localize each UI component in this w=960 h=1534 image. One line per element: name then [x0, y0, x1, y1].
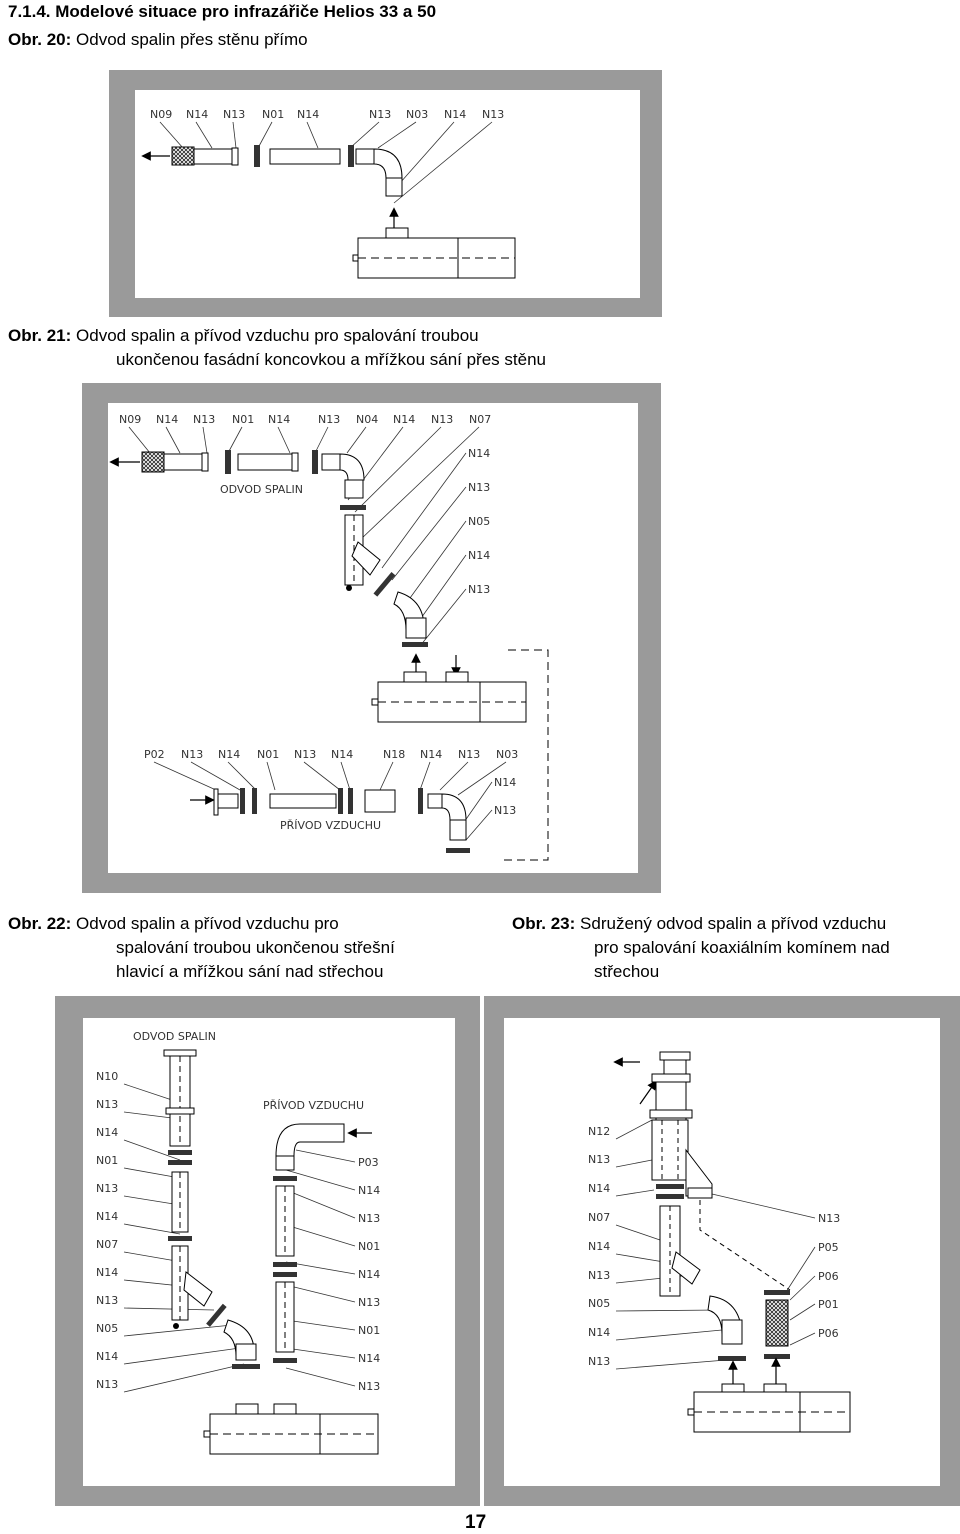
figure-23-drawing: [588, 1052, 850, 1432]
fig21-bottom-label: N13: [181, 748, 204, 761]
fig23-left-label: N14: [588, 1326, 611, 1339]
fig22-exhaust-label: ODVOD SPALIN: [133, 1030, 216, 1043]
fig21-exhaust-label: ODVOD SPALIN: [220, 483, 303, 496]
figure-22-caption-line1: Odvod spalin a přívod vzduchu pro: [76, 914, 339, 933]
figure-21-number: Obr. 21:: [8, 326, 72, 345]
fig23-left-label: N07: [588, 1211, 611, 1224]
figure-22-caption-line3: hlavicí a mřížkou sání nad střechou: [116, 962, 384, 981]
fig21-bottom-side-label: N14: [494, 776, 517, 789]
fig23-left-label: N14: [588, 1182, 611, 1195]
fig22-left-label: N13: [96, 1098, 119, 1111]
fig22-intake-label: PŘÍVOD VZDUCHU: [263, 1099, 365, 1112]
fig23-right-label: P01: [818, 1298, 839, 1311]
fig20-label: N01: [262, 108, 285, 121]
figure-23-caption-line2: pro spalování koaxiálním komínem nad: [594, 938, 890, 957]
figure-23-caption-line1: Sdružený odvod spalin a přívod vzduchu: [580, 914, 887, 933]
fig21-top-label: N13: [193, 413, 216, 426]
fig22-right-label: N01: [358, 1324, 381, 1337]
fig23-right-label: P05: [818, 1241, 839, 1254]
fig21-intake-label: PŘÍVOD VZDUCHU: [280, 819, 382, 832]
fig21-side-label: N13: [468, 481, 491, 494]
fig23-left-label: N14: [588, 1240, 611, 1253]
fig22-left-label: N05: [96, 1322, 119, 1335]
figure-23-caption-line3: střechou: [594, 962, 660, 981]
fig20-label: N14: [186, 108, 209, 121]
fig23-left-label: N13: [588, 1355, 611, 1368]
fig21-top-label: N01: [232, 413, 255, 426]
fig21-bottom-label: P02: [144, 748, 165, 761]
fig22-right-label: N14: [358, 1352, 381, 1365]
fig23-left-label: N12: [588, 1125, 611, 1138]
fig22-right-label: N14: [358, 1268, 381, 1281]
fig21-bottom-label: N13: [458, 748, 481, 761]
page-number: 17: [465, 1512, 487, 1533]
fig23-right-label: P06: [818, 1327, 839, 1340]
figure-22-drawing: [96, 1030, 380, 1454]
fig20-label: N13: [223, 108, 246, 121]
fig22-left-label: N10: [96, 1070, 119, 1083]
fig23-right-label: N13: [818, 1212, 841, 1225]
fig21-bottom-label: N03: [496, 748, 519, 761]
fig22-left-label: N14: [96, 1210, 119, 1223]
figure-21-caption-line2: ukončenou fasádní koncovkou a mřížkou sání přes stěnu: [116, 350, 546, 369]
figure-22-number: Obr. 22:: [8, 914, 72, 933]
fig21-top-label: N14: [268, 413, 291, 426]
fig21-bottom-label: N14: [420, 748, 443, 761]
figure-20-caption-text: Odvod spalin přes stěnu přímo: [76, 30, 308, 49]
section-heading: 7.1.4. Modelové situace pro infrazářiče Helios 33 a 50: [8, 2, 437, 21]
figure-20-number: Obr. 20:: [8, 30, 72, 49]
fig21-top-label: N14: [156, 413, 179, 426]
figure-20-drawing: [146, 108, 515, 278]
fig22-left-label: N14: [96, 1350, 119, 1363]
fig21-bottom-label: N14: [331, 748, 354, 761]
fig21-bottom-label: N01: [257, 748, 280, 761]
fig22-left-label: N13: [96, 1378, 119, 1391]
fig23-right-label: P06: [818, 1270, 839, 1283]
fig21-bottom-side-label: N13: [494, 804, 517, 817]
fig22-left-label: N14: [96, 1266, 119, 1279]
fig20-label: N13: [482, 108, 505, 121]
fig22-right-labels: [358, 1156, 380, 1393]
figure-21-drawing: [114, 413, 548, 860]
fig21-top-label: N09: [119, 413, 142, 426]
fig22-right-label: N13: [358, 1296, 381, 1309]
fig20-label: N14: [297, 108, 320, 121]
fig22-right-label: N14: [358, 1184, 381, 1197]
fig20-label: N13: [369, 108, 392, 121]
fig20-label: N03: [406, 108, 429, 121]
fig22-left-labels: [96, 1070, 118, 1391]
fig21-bottom-label: N18: [383, 748, 406, 761]
fig21-side-label: N14: [468, 549, 491, 562]
fig22-left-label: N13: [96, 1294, 119, 1307]
figure-23-number: Obr. 23:: [512, 914, 576, 933]
fig20-label: N09: [150, 108, 173, 121]
fig21-top-label: N04: [356, 413, 379, 426]
fig22-left-label: N01: [96, 1154, 119, 1167]
fig23-right-labels: [818, 1212, 840, 1340]
fig23-left-label: N13: [588, 1269, 611, 1282]
fig21-top-label: N07: [469, 413, 492, 426]
fig22-right-label: P03: [358, 1156, 379, 1169]
fig22-right-label: N13: [358, 1212, 381, 1225]
fig23-left-label: N05: [588, 1297, 611, 1310]
fig21-side-label: N14: [468, 447, 491, 460]
fig23-left-labels: [588, 1125, 610, 1368]
fig21-side-label: N13: [468, 583, 491, 596]
fig21-bottom-label: N13: [294, 748, 317, 761]
fig22-right-label: N13: [358, 1380, 381, 1393]
fig21-side-label: N05: [468, 515, 491, 528]
fig21-top-label: N14: [393, 413, 416, 426]
figure-22-caption-line2: spalování troubou ukončenou střešní: [116, 938, 395, 957]
fig20-label: N14: [444, 108, 467, 121]
fig21-top-label: N13: [318, 413, 341, 426]
fig23-left-label: N13: [588, 1153, 611, 1166]
fig21-top-label: N13: [431, 413, 454, 426]
fig22-left-label: N07: [96, 1238, 119, 1251]
fig22-left-label: N13: [96, 1182, 119, 1195]
figure-21-caption-line1: Odvod spalin a přívod vzduchu pro spalování troubou: [76, 326, 479, 345]
fig21-bottom-label: N14: [218, 748, 241, 761]
fig22-right-label: N01: [358, 1240, 381, 1253]
fig22-left-label: N14: [96, 1126, 119, 1139]
